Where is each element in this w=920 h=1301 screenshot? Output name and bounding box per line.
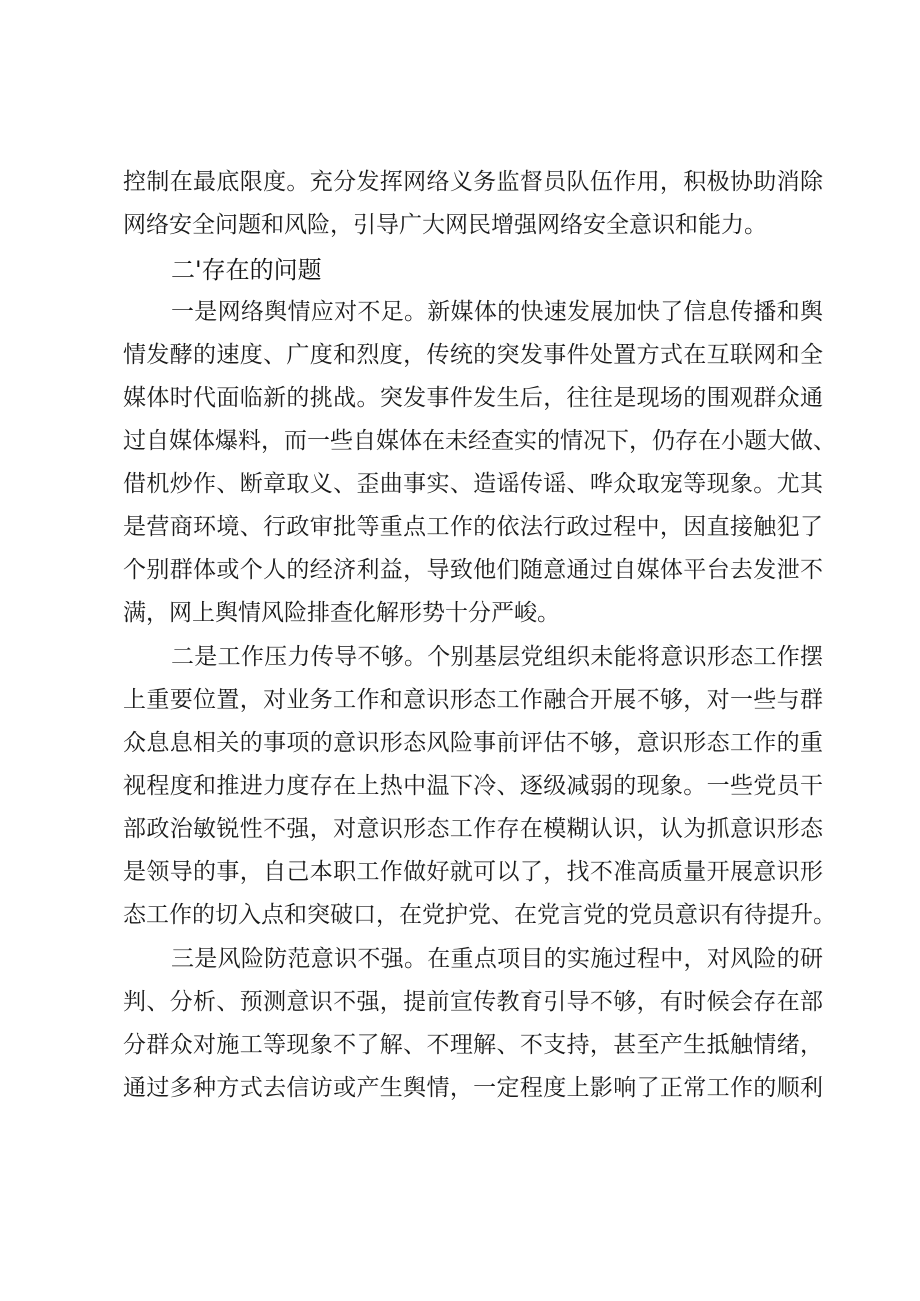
paragraph-1-line: 情发酵的速度、广度和烈度，传统的突发事件处置方式在互联网和全 [123, 342, 823, 368]
intro-line: 控制在最底限度。充分发挥网络义务监督员队伍作用，积极协助消除 [123, 169, 823, 195]
paragraph-1-line: 借机炒作、断章取义、歪曲事实、造谣传谣、哗众取宠等现象。尤其 [123, 471, 823, 497]
section-heading: 二'存在的问题 [171, 256, 322, 284]
paragraph-3-line: 分群众对施工等现象不了解、不理解、不支持，甚至产生抵触情绪， [123, 1032, 823, 1058]
intro-line: 网络安全问题和风险，引导广大网民增强网络安全意识和能力。 [123, 212, 767, 238]
paragraph-2-line: 视程度和推进力度存在上热中温下冷、逐级减弱的现象。一些党员干 [123, 773, 823, 799]
paragraph-3-line: 三是风险防范意识不强。在重点项目的实施过程中，对风险的研 [171, 946, 823, 972]
paragraph-2-line: 上重要位置，对业务工作和意识形态工作融合开展不够，对一些与群 [123, 687, 823, 713]
paragraph-1-line: 媒体时代面临新的挑战。突发事件发生后，往往是现场的围观群众通 [123, 385, 823, 411]
paragraph-2-line: 众息息相关的事项的意识形态风险事前评估不够，意识形态工作的重 [123, 730, 823, 756]
paragraph-2-line: 二是工作压力传导不够。个别基层党组织未能将意识形态工作摆 [171, 644, 823, 670]
paragraph-1-line: 个别群体或个人的经济利益，导致他们随意通过自媒体平台去发泄不 [123, 557, 823, 583]
paragraph-1-line: 满，网上舆情风险排查化解形势十分严峻。 [123, 600, 560, 626]
paragraph-2-line: 部政治敏锐性不强，对意识形态工作存在模糊认识，认为抓意识形态 [123, 816, 823, 842]
paragraph-1-line: 是营商环境、行政审批等重点工作的依法行政过程中，因直接触犯了 [123, 514, 823, 540]
paragraph-2-line: 是领导的事，自己本职工作做好就可以了，找不准高质量开展意识形 [123, 859, 823, 885]
paragraph-2-line: 态工作的切入点和突破口，在党护党、在党言党的党员意识有待提升。 [123, 902, 836, 928]
paragraph-1-line: 过自媒体爆料，而一些自媒体在未经查实的情况下，仍存在小题大做、 [123, 428, 836, 454]
paragraph-3-line: 通过多种方式去信访或产生舆情，一定程度上影响了正常工作的顺利 [123, 1075, 823, 1101]
paragraph-1-line: 一是网络舆情应对不足。新媒体的快速发展加快了信息传播和舆 [171, 299, 823, 325]
paragraph-3-line: 判、分析、预测意识不强，提前宣传教育引导不够，有时候会存在部 [123, 989, 823, 1015]
